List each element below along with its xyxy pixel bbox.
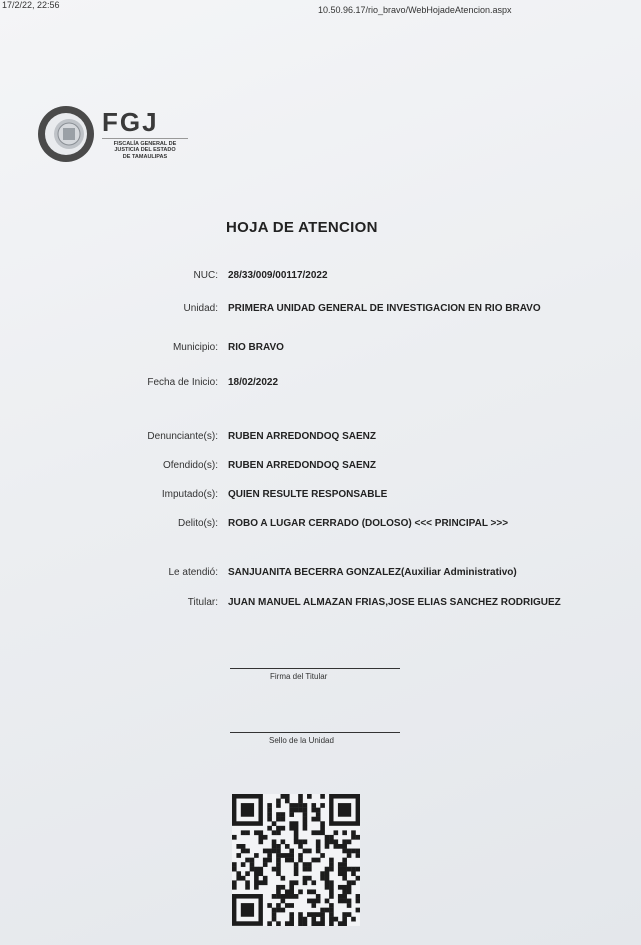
field-row-fecha-inicio [0,377,641,391]
field-value: JUAN MANUEL ALMAZAN FRIAS,JOSE ELIAS SANCHEZ RODRIGUEZ [228,597,561,608]
field-row-ofendido [0,460,641,474]
unit-stamp-line [230,732,400,733]
org-name-line: DE TAMAULIPAS [122,153,168,160]
field-label: Fecha de Inicio: [147,377,218,388]
state-seal-icon [36,104,96,164]
unit-stamp-caption: Sello de la Unidad [269,736,334,745]
field-label: Titular: [187,597,218,608]
field-value: 28/33/009/00117/2022 [228,270,328,281]
field-row-denunciante [0,431,641,445]
field-row-imputado [0,489,641,503]
print-datetime: 17/2/22, 22:56 [2,0,60,10]
field-label: Imputado(s): [161,489,218,500]
field-row-municipio [0,342,641,356]
field-label: NUC: [193,270,218,281]
field-value: RUBEN ARREDONDOQ SAENZ [228,460,376,471]
field-label: Denunciante(s): [147,431,218,442]
field-label: Le atendió: [168,567,218,578]
field-row-unidad [0,303,641,317]
document-title: HOJA DE ATENCION [226,219,378,236]
field-label: Unidad: [183,303,218,314]
org-name-line: FISCALÍA GENERAL DE [113,140,177,147]
field-value: 18/02/2022 [228,377,279,388]
field-value: QUIEN RESULTE RESPONSABLE [228,489,388,500]
org-name-line: JUSTICIA DEL ESTADO [114,147,176,154]
field-row-nuc [0,270,641,284]
field-label: Delito(s): [177,518,218,529]
field-row-delito [0,518,641,532]
print-url: 10.50.96.17/rio_bravo/WebHojadeAtencion.aspx [318,5,512,15]
field-value: RUBEN ARREDONDOQ SAENZ [228,431,376,442]
field-label: Municipio: [172,342,218,353]
field-row-le-atendio [0,567,641,581]
field-value: RIO BRAVO [228,342,284,353]
field-label: Ofendido(s): [162,460,218,471]
org-name [102,138,188,161]
fgj-logo [36,104,188,164]
qr-code-icon [232,794,360,926]
titular-signature-line [230,668,400,669]
field-value: PRIMERA UNIDAD GENERAL DE INVESTIGACION EN RIO BRAVO [228,303,541,314]
field-row-titular [0,597,641,611]
field-value: ROBO A LUGAR CERRADO (DOLOSO) <<< PRINCIPAL >>> [228,518,509,529]
titular-signature-caption: Firma del Titular [270,672,328,681]
field-value: SANJUANITA BECERRA GONZALEZ(Auxiliar Administrativo) [228,567,517,578]
org-acronym: FGJ [102,106,159,137]
